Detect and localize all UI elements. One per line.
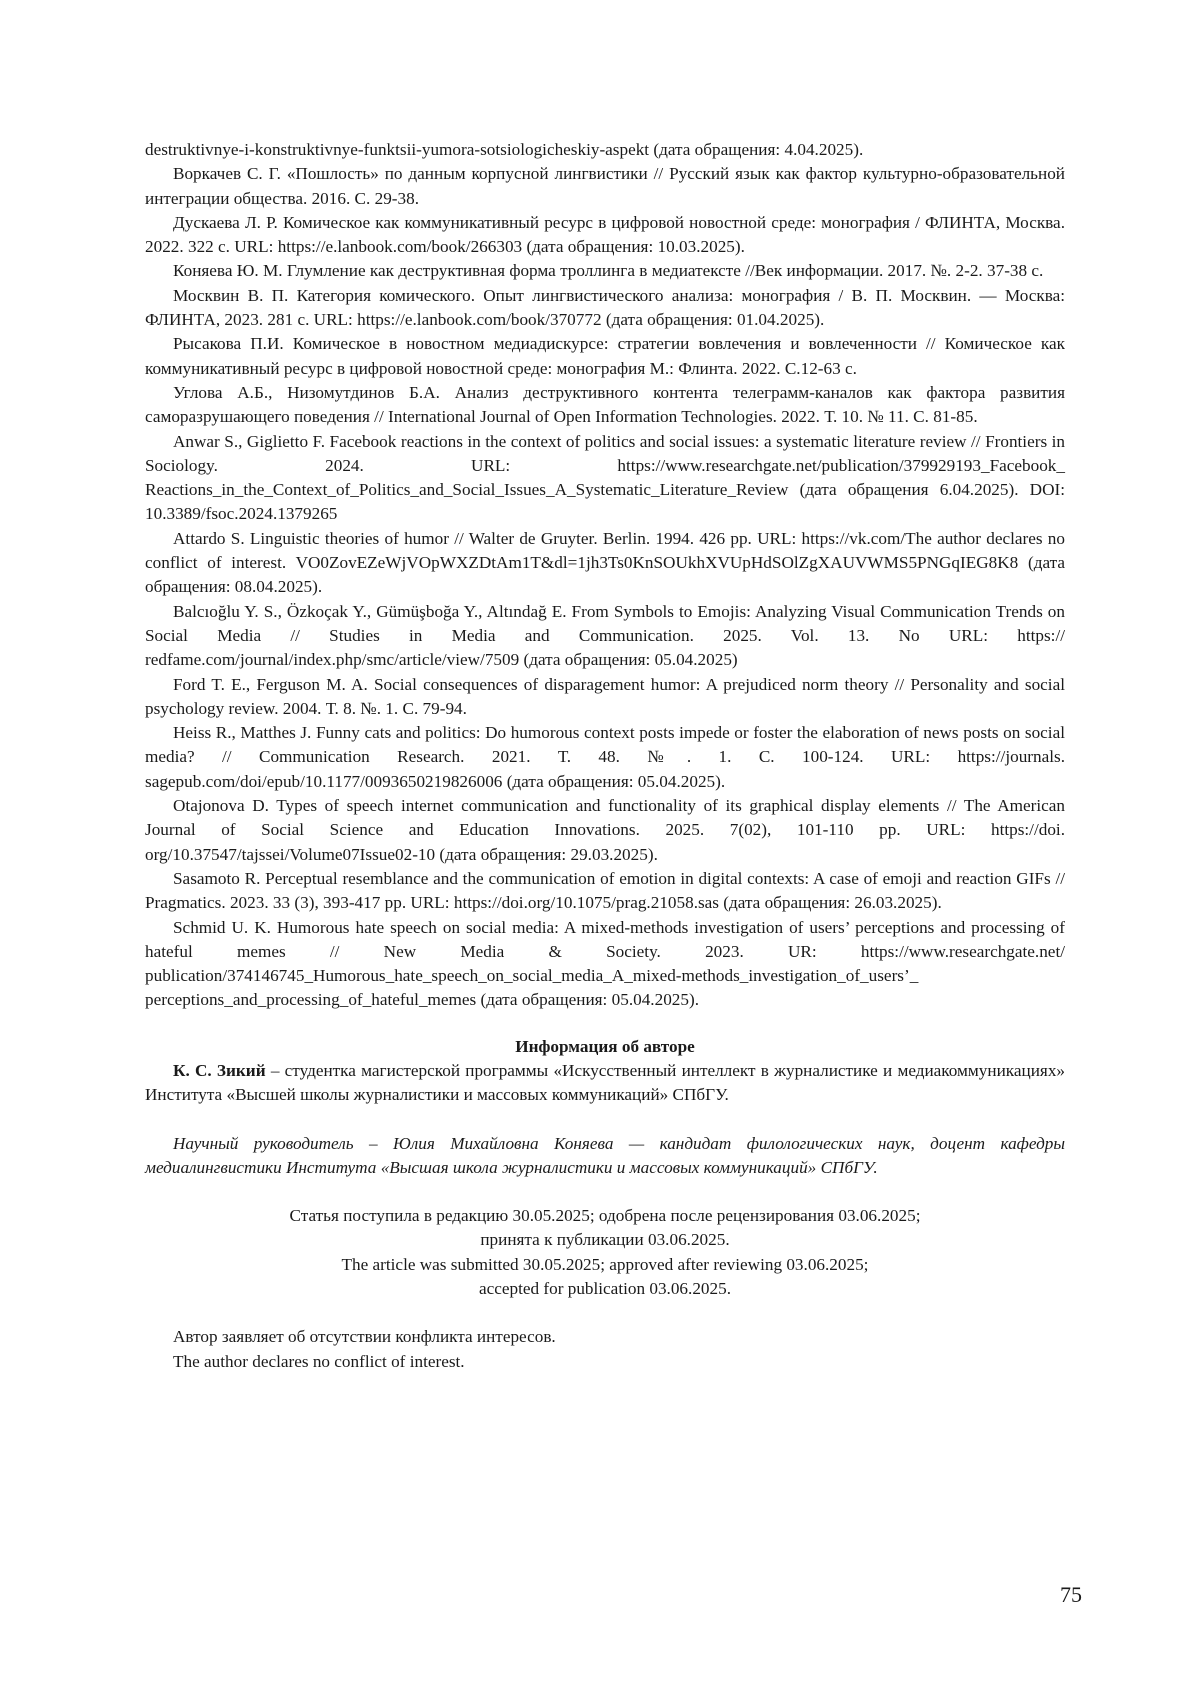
reference-item: Otajonova D. Types of speech internet communication and functionality of its graphical display elements // The American Journal of Social Science and Education Innovations. 2025. 7(02), 101-110 pp. URL: https://doi. org/10.37547/tajssei/Volume07Issue02-10 (дата обращения: 29.03.2025).: [145, 796, 1065, 864]
page-content: [145, 138, 1065, 1374]
reference-item: destruktivnye-i-konstruktivnye-funktsii-yumora-sotsiologicheskiy-aspekt (дата обращения: 4.04.2025).: [145, 140, 864, 159]
conflict-statement: [145, 1325, 1065, 1374]
reference-item: Воркачев С. Г. «Пошлость» по данным корпусной лингвистики // Русский язык как фактор культурно-образовательной интеграции общества. 2016. С. 29-38.: [145, 164, 1065, 208]
author-name: К. С. Зикий: [173, 1060, 266, 1080]
dates-ru-line2: принята к публикации 03.06.2025.: [480, 1230, 730, 1250]
author-section-title: Информация об авторе: [515, 1036, 695, 1056]
reference-item: Дускаева Л. Р. Комическое как коммуникативный ресурс в цифровой новостной среде: монография / ФЛИНТА, Москва. 2022. 322 с. URL: https://e.lanbook.com/book/266303 (дата обращения: 10.03.2025).: [145, 212, 1065, 257]
conflict-ru: Автор заявляет об отсутствии конфликта интересов.: [173, 1327, 556, 1347]
reference-item: Коняева Ю. М. Глумление как деструктивная форма троллинга в медиатексте //Век информации. 2017. №. 2-2. 37-38 с.: [173, 261, 1044, 281]
reference-item: Balcıoğlu Y. S., Özkoçak Y., Gümüşboğa Y., Altındağ E. From Symbols to Emojis: Analyzing Visual Communication Trends on Social Media // Studies in Media and Communication. 2025. Vol. 13. No URL: https:// redfame.com/journal/index.php/smc/article/view/7509 (дата обращения: 05.04.2025): [145, 601, 1065, 670]
author-info: [145, 1059, 1065, 1108]
dates-en-line2: accepted for publication 03.06.2025.: [478, 1279, 731, 1299]
reference-item: Anwar S., Giglietto F. Facebook reactions in the context of politics and social issues: a systematic literature review // Frontiers in Sociology. 2024. URL: https://www.researchgate.net/publication/379929193_Facebook_ Reactions_in_the_Context_of_Politics_and_Social_Issues_A_Systematic_Literature_Review (дата обращения 6.04.2025). DOI: 10.3389/fsoc.2024.1379265: [145, 431, 1065, 524]
reference-list: [145, 138, 1065, 1013]
reference-item: Углова А.Б., Низомутдинов Б.А. Анализ деструктивного контента телеграмм-каналов как фактора развития саморазрушающего поведения // International Journal of Open Information Technologies. 2022. Т. 10. № 11. С. 81-85.: [145, 382, 1065, 427]
author-description: – студентка магистерской программы «Искусственный интеллект в журналистике и медиакоммуникациях» Института «Высшей школы журналистики и массовых коммуникаций» СПбГУ.: [145, 1060, 1066, 1105]
reference-item: Sasamoto R. Perceptual resemblance and the communication of emotion in digital contexts: A case of emoji and reaction GIFs // Pragmatics. 2023. 33 (3), 393-417 pp. URL: https://doi.org/10.1075/prag.21058.sas (дата обращения: 26.03.2025).: [145, 868, 1065, 913]
publication-dates: [145, 1204, 1065, 1301]
dates-ru-line1: Статья поступила в редакцию 30.05.2025; одобрена после рецензирования 03.06.2025;: [289, 1206, 921, 1226]
conflict-en: The author declares no conflict of interest.: [173, 1351, 465, 1371]
supervisor-info: Научный руководитель – Юлия Михайловна Коняева — кандидат филологических наук, доцент кафедры медиалингвистики Института «Высшая школа журналистики и массовых коммуникаций» СПбГУ.: [145, 1133, 1065, 1177]
reference-item: Москвин В. П. Категория комического. Опыт лингвистического анализа: монография / В. П. Москвин. — Москва: ФЛИНТА, 2023. 281 с. URL: https://e.lanbook.com/book/370772 (дата обращения: 01.04.2025).: [145, 285, 1065, 330]
dates-en-line1: The article was submitted 30.05.2025; approved after reviewing 03.06.2025;: [341, 1254, 869, 1274]
reference-item: Ford T. E., Ferguson M. A. Social consequences of disparagement humor: A prejudiced norm theory // Personality and social psychology review. 2004. Т. 8. №. 1. С. 79-94.: [145, 674, 1065, 718]
reference-item: Рысакова П.И. Комическое в новостном медиадискурсе: стратегии вовлечения и вовлеченности // Комическое как коммуникативный ресурс в цифровой новостной среде: монография М.: Флинта. 2022. С.12-63 с.: [145, 334, 1065, 378]
reference-item: Attardo S. Linguistic theories of humor // Walter de Gruyter. Berlin. 1994. 426 pp. URL: https://vk.com/The author declares no conflict of interest. VO0ZovEZeWjVOpWXZDtAm1T&dl=1jh3Ts0KnSOUkhXVUpHdSOlZgXAUVWMS5PNGqIEG8K8 (дата обращения: 08.04.2025).: [145, 528, 1065, 597]
reference-item: Schmid U. K. Humorous hate speech on social media: A mixed-methods investigation of users’ perceptions and processing of hateful memes // New Media & Society. 2023. UR: https://www.researchgate.net/ publication/374146745_Humorous_hate_speech_on_social_media_A_mixed-methods_investigation_of_users’_ perceptions_and_processing_of_hateful_memes (дата обращения: 05.04.2025).: [145, 917, 1065, 1010]
reference-item: Heiss R., Matthes J. Funny cats and politics: Do humorous context posts impede or foster the elaboration of news posts on social media? // Communication Research. 2021. Т. 48. №. 1. С. 100-124. URL: https://journals. sagepub.com/doi/epub/10.1177/0093650219826006 (дата обращения: 05.04.2025).: [145, 723, 1065, 791]
page-number: 75: [1060, 1582, 1082, 1607]
